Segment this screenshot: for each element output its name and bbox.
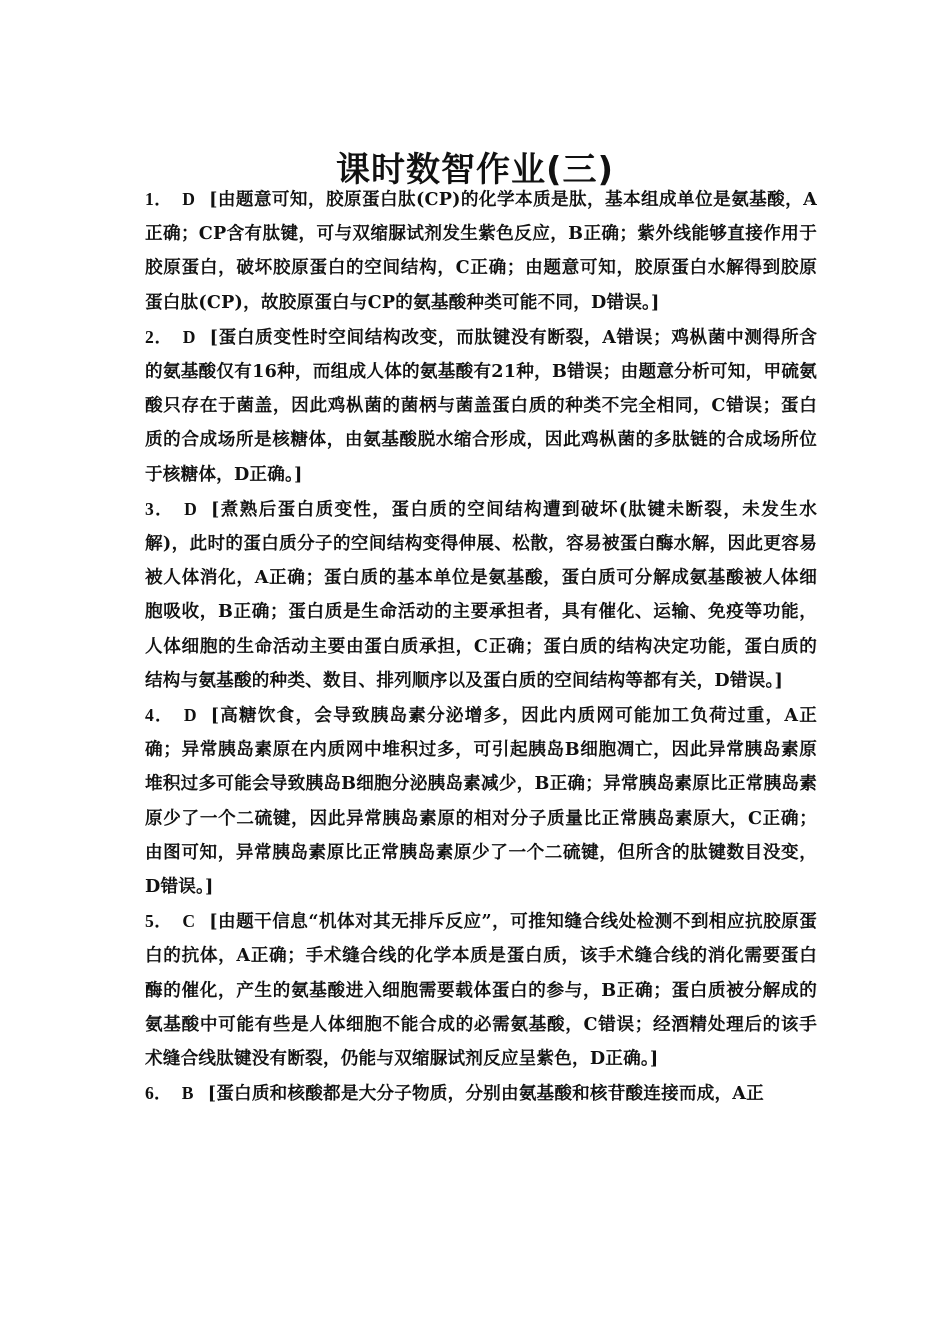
answer-number: 2． (145, 326, 173, 347)
answer-number: 3． (145, 498, 175, 519)
answer-number: 5． (145, 911, 173, 932)
answer-key: D (183, 705, 197, 726)
answer-explanation: [煮熟后蛋白质变性，蛋白质的空间结构遭到破坏(肽键未断裂，未发生水解)，此时的蛋白质分子的空间结构变得伸展、松散，容易被蛋白酶水解，因此更容易被人体消化，A正确；蛋白质的基本单位是氨基酸，蛋白质可分解成氨基酸被人体细胞吸收，B正确；蛋白质是生命活动的主要承担者，具有催化、运输、免疫等功能，人体细胞的生命活动主要由蛋白质承担，C正确；蛋白质的结构决定功能，蛋白质的结构与氨基酸的种类、数目、排列顺序以及蛋白质的空间结构等都有关，D错误。] (145, 498, 817, 691)
answer-key: D (182, 189, 196, 209)
answer-item (145, 492, 817, 698)
answer-item (145, 320, 817, 492)
page-title: 课时数智作业(三) (335, 149, 615, 190)
answer-key: D (182, 326, 196, 347)
answer-item (145, 182, 817, 320)
answer-explanation: [由题意可知，胶原蛋白肽(CP)的化学本质是肽，基本组成单位是氨基酸，A正确；CP含有肽键，可与双缩脲试剂发生紫色反应，B正确；紫外线能够直接作用于胶原蛋白，破坏胶原蛋白的空间结构，C正确；由题意可知，胶原蛋白水解得到胶原蛋白肽(CP)，故胶原蛋白与CP的氨基酸种类可能不同，D错误。] (145, 189, 817, 313)
answer-number: 6． (145, 1083, 172, 1104)
answer-key: D (184, 498, 198, 519)
answer-explanation: [高糖饮食，会导致胰岛素分泌增多，因此内质网可能加工负荷过重，A正确；异常胰岛素原在内质网中堆积过多，可引起胰岛B细胞凋亡，因此异常胰岛素原堆积过多可能会导致胰岛B细胞分泌胰岛素减少，B正确；异常胰岛素原比正常胰岛素原少了一个二硫键，因此异常胰岛素原的相对分子质量比正常胰岛素原大，C正确；由图可知，异常胰岛素原比正常胰岛素原少了一个二硫键，但所含的肽键数目没变，D错误。] (145, 705, 817, 898)
answer-item (145, 698, 817, 904)
answer-item (145, 1076, 817, 1111)
answer-explanation: [蛋白质变性时空间结构改变，而肽键没有断裂，A错误；鸡枞菌中测得所含的氨基酸仅有16种，而组成人体的氨基酸有21种，B错误；由题意分析可知，甲硫氨酸只存在于菌盖，因此鸡枞菌的菌柄与菌盖蛋白质的种类不完全相同，C错误；蛋白质的合成场所是核糖体，由氨基酸脱水缩合形成，因此鸡枞菌的多肽链的合成场所位于核糖体，D正确。] (145, 326, 818, 485)
answer-key: C (182, 911, 196, 932)
answer-item (145, 904, 817, 1076)
answer-number: 4． (145, 705, 174, 726)
answer-key: B (181, 1083, 194, 1104)
answer-explanation: [蛋白质和核酸都是大分子物质，分别由氨基酸和核苷酸连接而成，A正 (207, 1083, 764, 1105)
answer-explanation: [由题干信息“机体对其无排斥反应”，可推知缝合线处检测不到相应抗胶原蛋白的抗体，A正确；手术缝合线的化学本质是蛋白质，该手术缝合线的消化需要蛋白酶的催化，产生的氨基酸进入细胞需要载体蛋白的参与，B正确；蛋白质被分解成的氨基酸中可能有些是人体细胞不能合成的必需氨基酸，C错误；经酒精处理后的该手术缝合线肽键没有断裂，仍能与双缩脲试剂反应呈紫色，D正确。] (145, 911, 817, 1070)
answer-number: 1． (145, 189, 173, 209)
answer-list (145, 182, 817, 1111)
